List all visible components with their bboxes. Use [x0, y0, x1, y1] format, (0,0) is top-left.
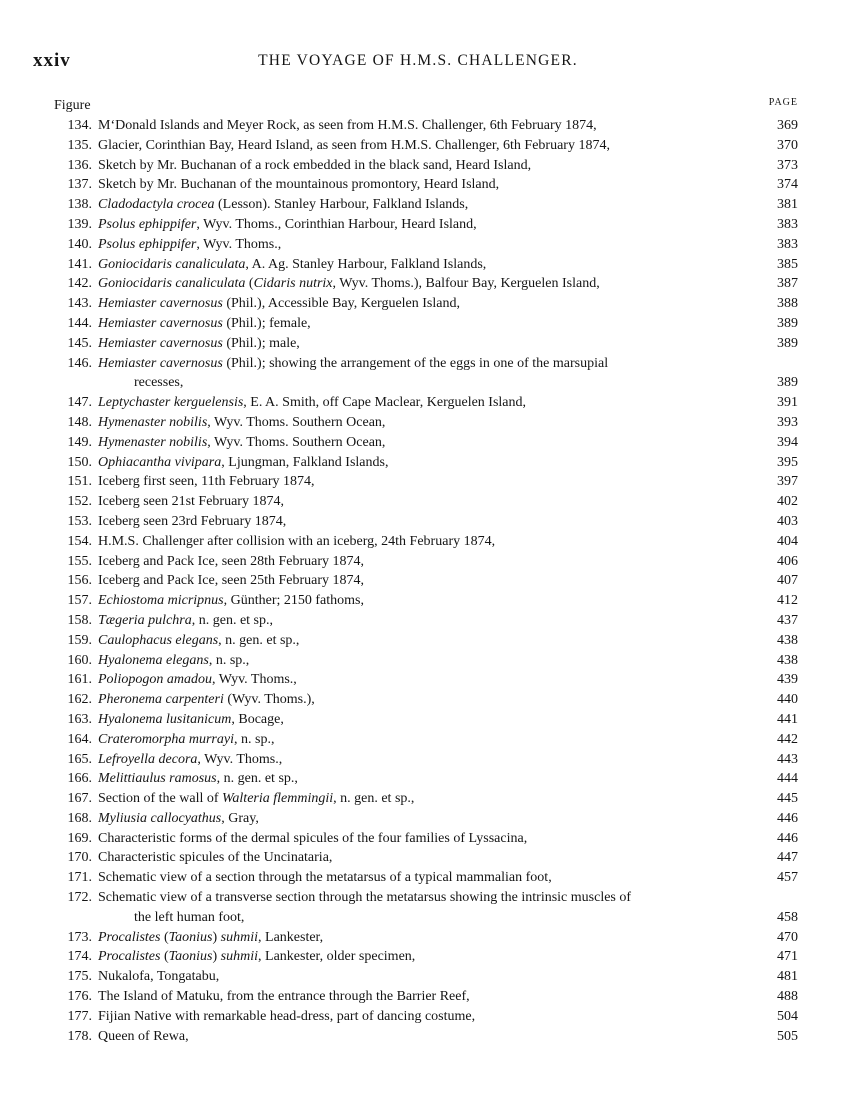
caption-italic-text: suhmii — [220, 929, 259, 945]
figure-page-number: 393 — [777, 414, 798, 430]
figure-caption — [98, 848, 740, 868]
figure-entry — [54, 413, 798, 433]
figure-number: 141. — [67, 256, 92, 272]
figure-number: 145. — [67, 335, 92, 351]
figure-caption — [98, 789, 740, 809]
figure-entry — [54, 789, 798, 809]
figure-number: 137. — [67, 177, 92, 193]
figure-page-number: 403 — [777, 513, 798, 529]
figure-number: 174. — [67, 949, 92, 965]
caption-text: ( — [160, 929, 169, 945]
figure-entry — [54, 235, 798, 255]
figure-entry — [54, 690, 798, 710]
figure-entry — [54, 175, 798, 195]
figure-entry — [54, 156, 798, 176]
caption-italic-text: suhmii — [220, 949, 259, 965]
page-number: xxiv — [33, 50, 71, 71]
figure-entry — [54, 294, 798, 314]
caption-text: , n. gen. et sp., — [218, 632, 300, 648]
figure-number: 136. — [67, 157, 92, 173]
figure-entry — [54, 136, 798, 156]
figure-caption — [98, 750, 740, 770]
figure-page-number: 394 — [777, 434, 798, 450]
figure-list — [54, 116, 798, 1046]
caption-italic-text: Hyalonema elegans — [98, 652, 209, 668]
figure-caption — [98, 334, 740, 354]
figure-page-number: 447 — [777, 850, 798, 866]
figure-caption — [98, 255, 740, 275]
figure-entry — [54, 829, 798, 849]
figure-page-number: 404 — [777, 533, 798, 549]
figure-number: 138. — [67, 197, 92, 213]
figure-page-number: 470 — [777, 929, 798, 945]
caption-text: , n. gen. et sp., — [191, 612, 273, 628]
figure-caption — [98, 670, 740, 690]
caption-italic-text: Lefroyella decora — [98, 751, 198, 767]
figure-page-number: 446 — [777, 810, 798, 826]
figure-page-number: 407 — [777, 573, 798, 589]
figure-number: 163. — [67, 711, 92, 727]
caption-italic-text: Hymenaster nobilis — [98, 434, 208, 450]
figure-caption — [98, 631, 740, 651]
figure-number: 154. — [67, 533, 92, 549]
figure-number: 165. — [67, 751, 92, 767]
figure-entry — [54, 116, 798, 136]
figure-entry — [54, 868, 798, 888]
figure-caption — [98, 690, 740, 710]
figure-page-number: 445 — [777, 791, 798, 807]
figure-number: 173. — [67, 929, 92, 945]
figure-page-number: 412 — [777, 593, 798, 609]
figure-caption — [98, 1027, 740, 1047]
figure-entry — [54, 769, 798, 789]
figure-page-number: 381 — [777, 197, 798, 213]
figure-entry — [54, 730, 798, 750]
figure-entry — [54, 255, 798, 275]
figure-caption — [98, 888, 740, 908]
figure-number: 157. — [67, 593, 92, 609]
figure-number: 143. — [67, 296, 92, 312]
caption-italic-text: Goniocidaris canaliculata — [98, 276, 246, 292]
figure-number: 150. — [67, 454, 92, 470]
caption-text: , n. gen. et sp., — [333, 791, 415, 807]
figure-number: 168. — [67, 810, 92, 826]
figure-entry — [54, 591, 798, 611]
caption-italic-text: Ophiacantha vivipara — [98, 454, 222, 470]
figure-page-number: 374 — [777, 177, 798, 193]
figure-entry — [54, 928, 798, 948]
caption-text: Iceberg first seen, 11th February 1874, — [98, 474, 315, 490]
figure-entry — [54, 809, 798, 829]
caption-text: (Phil.); showing the arrangement of the eggs in one of the marsupial — [222, 355, 609, 371]
figure-page-number: 457 — [777, 870, 798, 886]
figure-caption — [98, 453, 740, 473]
figure-entry — [54, 987, 798, 1007]
figure-number: 134. — [67, 118, 92, 133]
caption-text: , Günther; 2150 fathoms, — [223, 593, 364, 609]
figure-entry — [54, 393, 798, 413]
figure-page-number: 438 — [777, 632, 798, 648]
figure-page-number: 442 — [777, 731, 798, 747]
caption-text: ( — [245, 276, 254, 292]
figure-entry — [54, 888, 798, 928]
caption-italic-text: Pheronema carpenteri — [98, 692, 224, 708]
figure-number: 178. — [67, 1028, 92, 1044]
figure-caption — [98, 571, 740, 591]
figure-number: 144. — [67, 315, 92, 331]
figure-caption — [98, 947, 740, 967]
page-header — [33, 50, 803, 74]
figure-caption — [98, 710, 740, 730]
caption-text: H.M.S. Challenger after collision with an iceberg, 24th February 1874, — [98, 533, 496, 549]
figure-number: 160. — [67, 652, 92, 668]
caption-italic-text: Psolus ephippifer — [98, 216, 197, 232]
figure-entry — [54, 611, 798, 631]
figure-number: 147. — [67, 395, 92, 411]
figure-number: 166. — [67, 771, 92, 787]
figure-number: 152. — [67, 494, 92, 510]
caption-text: , E. A. Smith, off Cape Maclear, Kerguelen Island, — [243, 395, 527, 411]
figure-entry — [54, 750, 798, 770]
caption-italic-text: Hemiaster cavernosus — [98, 315, 223, 331]
figure-entry — [54, 967, 798, 987]
caption-text: , Wyv. Thoms., — [196, 236, 282, 252]
figure-page-number: 504 — [777, 1008, 798, 1024]
figure-caption — [98, 215, 740, 235]
figure-page-number: 389 — [777, 335, 798, 351]
figure-entry — [54, 571, 798, 591]
caption-text: Characteristic spicules of the Uncinataria, — [98, 850, 333, 866]
figure-page-number: 441 — [777, 711, 798, 727]
figure-page-number: 389 — [777, 315, 798, 331]
figure-caption — [98, 1007, 740, 1027]
caption-text: , n. sp., — [208, 652, 250, 668]
figure-number: 151. — [67, 474, 92, 490]
caption-italic-text: Taonius — [168, 929, 213, 945]
figure-page-number: 385 — [777, 256, 798, 272]
figure-caption — [98, 492, 740, 512]
figure-page-number: 388 — [777, 296, 798, 312]
caption-text: , A. Ag. Stanley Harbour, Falkland Islands, — [245, 256, 487, 272]
figure-number: 170. — [67, 850, 92, 866]
page-column-heading: PAGE — [768, 97, 798, 108]
figure-entry — [54, 334, 798, 354]
figure-entry — [54, 472, 798, 492]
figure-number: 158. — [67, 612, 92, 628]
figure-entry — [54, 453, 798, 473]
caption-italic-text: Cidaris nutrix — [253, 276, 333, 292]
figure-number: 175. — [67, 969, 92, 985]
figure-caption — [98, 868, 740, 888]
caption-text: , n. sp., — [234, 731, 275, 747]
figure-caption — [98, 413, 740, 433]
figure-caption — [98, 552, 740, 572]
figure-caption — [98, 591, 740, 611]
caption-text: Fijian Native with remarkable head-dress, part of dancing costume, — [98, 1008, 476, 1024]
caption-text: The Island of Matuku, from the entrance through the Barrier Reef, — [98, 989, 470, 1005]
caption-text: ) — [212, 929, 221, 945]
caption-text: Iceberg seen 23rd February 1874, — [98, 513, 287, 529]
figure-page-number: 439 — [777, 672, 798, 688]
figure-entry — [54, 274, 798, 294]
caption-text: , Wyv. Thoms., Corinthian Harbour, Heard Island, — [196, 216, 477, 232]
caption-text: , Ljungman, Falkland Islands, — [221, 454, 389, 470]
figure-caption — [98, 769, 740, 789]
caption-italic-text: Hemiaster cavernosus — [98, 335, 223, 351]
figure-page-number: 488 — [777, 989, 798, 1005]
caption-text: Queen of Rewa, — [98, 1028, 189, 1044]
caption-italic-text: Caulophacus elegans — [98, 632, 219, 648]
figure-number: 172. — [67, 890, 92, 906]
caption-italic-text: Taonius — [168, 949, 213, 965]
figure-entry — [54, 1007, 798, 1027]
figure-caption — [98, 987, 740, 1007]
figure-entry — [54, 631, 798, 651]
caption-text: Characteristic forms of the dermal spicules of the four families of Lyssacina, — [98, 830, 528, 846]
caption-italic-text: Hemiaster cavernosus — [98, 355, 223, 371]
figure-page-number: 383 — [777, 236, 798, 252]
figure-caption — [98, 294, 740, 314]
caption-text: (Lesson). Stanley Harbour, Falkland Islands, — [214, 197, 469, 213]
caption-text: , Bocage, — [231, 711, 284, 727]
caption-text: Iceberg and Pack Ice, seen 28th February 1874, — [98, 553, 365, 569]
caption-text: Glacier, Corinthian Bay, Heard Island, as seen from H.M.S. Challenger, 6th February 1874, — [98, 137, 610, 153]
figure-number: 171. — [67, 870, 92, 886]
caption-italic-text: Hyalonema lusitanicum — [98, 711, 232, 727]
figure-page-number: 471 — [777, 949, 798, 965]
figure-number: 135. — [67, 137, 92, 153]
figure-caption — [98, 809, 740, 829]
figure-caption — [98, 611, 740, 631]
figure-page-number: 370 — [777, 137, 798, 153]
figure-number: 139. — [67, 216, 92, 232]
caption-text: Schematic view of a section through the metatarsus of a typical mammalian foot, — [98, 870, 552, 886]
figure-number: 140. — [67, 236, 92, 252]
caption-text: , Wyv. Thoms.), Balfour Bay, Kerguelen Island, — [332, 276, 600, 292]
caption-text: Iceberg seen 21st February 1874, — [98, 494, 284, 510]
figure-page-number: 438 — [777, 652, 798, 668]
figure-number: 161. — [67, 672, 92, 688]
figure-page-number: 481 — [777, 969, 798, 985]
caption-text: , Lankester, — [258, 929, 324, 945]
figure-page-number: 446 — [777, 830, 798, 846]
figure-caption — [98, 967, 740, 987]
caption-text: Nukalofa, Tongatabu, — [98, 969, 220, 985]
caption-italic-text: Psolus ephippifer — [98, 236, 197, 252]
figure-entry — [54, 1027, 798, 1047]
figure-number: 146. — [67, 355, 92, 371]
figure-page-number: 389 — [777, 375, 798, 391]
figure-caption — [98, 472, 740, 492]
caption-italic-text: Walteria flemmingii — [222, 791, 334, 807]
caption-text: Sketch by Mr. Buchanan of a rock embedded in the black sand, Heard Island, — [98, 157, 532, 173]
caption-text: , Wyv. Thoms. Southern Ocean, — [207, 414, 386, 430]
figure-number: 156. — [67, 573, 92, 589]
figure-entry — [54, 710, 798, 730]
caption-text: Schematic view of a transverse section through the metatarsus showing the intrinsic muscles of — [98, 890, 632, 906]
figure-entry — [54, 314, 798, 334]
figure-entry — [54, 354, 798, 394]
figure-entry — [54, 947, 798, 967]
figure-page-number: 397 — [777, 474, 798, 490]
figure-number: 167. — [67, 791, 92, 807]
figure-entry — [54, 848, 798, 868]
figure-page-number: 440 — [777, 692, 798, 708]
figure-page-number: 443 — [777, 751, 798, 767]
caption-text: M‘Donald Islands and Meyer Rock, as seen from H.M.S. Challenger, 6th February 1874, — [98, 118, 597, 133]
figure-number: 149. — [67, 434, 92, 450]
figure-column-heading: Figure — [54, 98, 91, 113]
figure-caption — [98, 730, 740, 750]
caption-text: Sketch by Mr. Buchanan of the mountainous promontory, Heard Island, — [98, 177, 500, 193]
caption-text: , Gray, — [221, 810, 259, 826]
figure-page-number: 395 — [777, 454, 798, 470]
caption-italic-text: Goniocidaris canaliculata — [98, 256, 246, 272]
caption-italic-text: Poliopogon amadou — [98, 672, 212, 688]
caption-text: ( — [160, 949, 169, 965]
caption-text: , Lankester, older specimen, — [258, 949, 416, 965]
figure-caption — [98, 651, 740, 671]
figure-number: 155. — [67, 553, 92, 569]
figure-number: 153. — [67, 513, 92, 529]
figure-entry — [54, 215, 798, 235]
figure-caption — [98, 235, 740, 255]
figure-caption — [98, 314, 740, 334]
caption-text: Section of the wall of — [98, 791, 223, 807]
figure-entry — [54, 195, 798, 215]
figure-caption-continuation: the left human foot, — [134, 909, 245, 925]
figure-entry — [54, 492, 798, 512]
figure-page-number: 383 — [777, 216, 798, 232]
figure-number: 164. — [67, 731, 92, 747]
figure-page-number: 373 — [777, 157, 798, 173]
figure-page-number: 369 — [777, 118, 798, 133]
figure-caption-continuation: recesses, — [134, 375, 184, 391]
figure-caption — [98, 393, 740, 413]
figure-caption — [98, 116, 740, 136]
figure-caption — [98, 156, 740, 176]
figure-caption — [98, 274, 740, 294]
caption-text: (Phil.), Accessible Bay, Kerguelen Island, — [222, 296, 460, 312]
figure-entry — [54, 651, 798, 671]
figure-caption — [98, 175, 740, 195]
figure-number: 142. — [67, 276, 92, 292]
figure-page-number: 402 — [777, 494, 798, 510]
caption-italic-text: Hymenaster nobilis — [98, 414, 208, 430]
caption-italic-text: Myliusia callocyathus — [98, 810, 222, 826]
figure-caption — [98, 928, 740, 948]
figure-page-number: 437 — [777, 612, 798, 628]
caption-text: , Wyv. Thoms., — [197, 751, 283, 767]
figure-caption — [98, 136, 740, 156]
caption-italic-text: Tægeria pulchra — [98, 612, 192, 628]
figure-number: 162. — [67, 692, 92, 708]
caption-text: , Wyv. Thoms., — [211, 672, 297, 688]
caption-italic-text: Hemiaster cavernosus — [98, 296, 223, 312]
caption-italic-text: Cladodactyla crocea — [98, 197, 215, 213]
figure-entry — [54, 552, 798, 572]
caption-italic-text: Crateromorpha murrayi — [98, 731, 234, 747]
caption-text: (Phil.); male, — [222, 335, 300, 351]
figure-page-number: 505 — [777, 1028, 798, 1044]
figure-caption — [98, 195, 740, 215]
figure-number: 176. — [67, 989, 92, 1005]
caption-italic-text: Procalistes — [98, 949, 161, 965]
caption-italic-text: Leptychaster kerguelensis — [98, 395, 244, 411]
caption-text: ) — [212, 949, 221, 965]
caption-text: (Phil.); female, — [222, 315, 311, 331]
figure-page-number: 458 — [777, 909, 798, 925]
figure-caption — [98, 532, 740, 552]
figure-number: 177. — [67, 1008, 92, 1024]
figure-entry — [54, 532, 798, 552]
figure-number: 159. — [67, 632, 92, 648]
caption-italic-text: Procalistes — [98, 929, 161, 945]
figure-page-number: 444 — [777, 771, 798, 787]
caption-text: (Wyv. Thoms.), — [223, 692, 315, 708]
figure-caption — [98, 433, 740, 453]
figure-entry — [54, 670, 798, 690]
caption-text: Iceberg and Pack Ice, seen 25th February 1874, — [98, 573, 365, 589]
caption-italic-text: Echiostoma micripnus — [98, 593, 224, 609]
caption-text: , Wyv. Thoms. Southern Ocean, — [207, 434, 386, 450]
figure-page-number: 387 — [777, 276, 798, 292]
figure-entry — [54, 433, 798, 453]
caption-text: , n. gen. et sp., — [216, 771, 298, 787]
figure-entry — [54, 512, 798, 532]
running-title: THE VOYAGE OF H.M.S. CHALLENGER. — [258, 52, 578, 69]
figure-number: 169. — [67, 830, 92, 846]
figure-page-number: 391 — [777, 395, 798, 411]
figure-caption — [98, 829, 740, 849]
caption-italic-text: Melittiaulus ramosus — [98, 771, 217, 787]
figure-page-number: 406 — [777, 553, 798, 569]
figure-caption — [98, 512, 740, 532]
figure-number: 148. — [67, 414, 92, 430]
figure-caption — [98, 354, 740, 374]
